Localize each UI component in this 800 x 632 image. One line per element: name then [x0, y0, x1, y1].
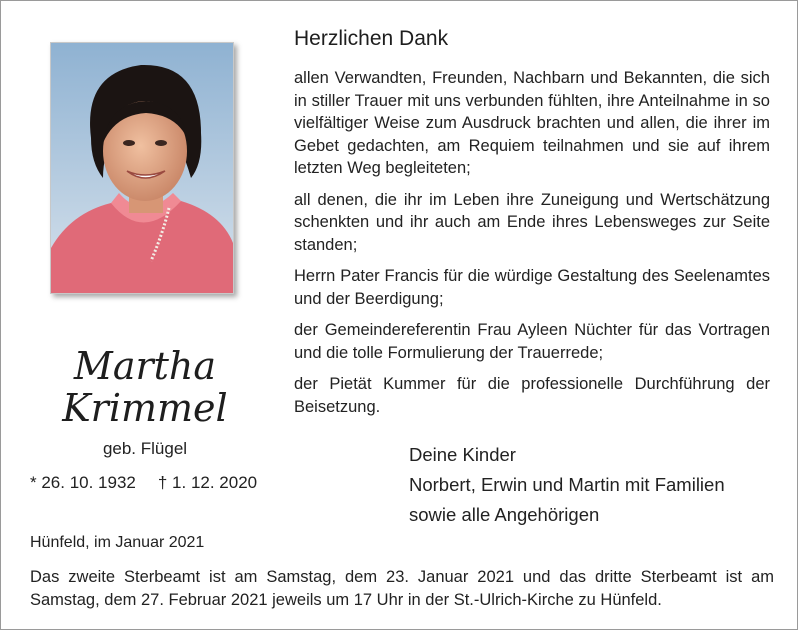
paragraph: allen Verwandten, Freunden, Nachbarn und Bekannten, die sich in stiller Trauer mit uns verbunden fühlten, ihre Anteilnahme in so vielfältiger Weise zum Ausdruck brachten und allen, die ihrer im Gebet gedachten, am Requiem teilnahmen und sie auf ihrem letzten Weg begleiteten; — [294, 69, 770, 177]
first-name: Martha — [73, 344, 217, 388]
signature-line: sowie alle Angehörigen — [409, 504, 600, 525]
born-name: geb. Flügel — [102, 439, 188, 458]
signature-line: Norbert, Erwin und Martin mit Familien — [409, 474, 725, 495]
paragraph: all denen, die ihr im Leben ihre Zuneigung und Wertschätzung schenkten und ihr auch am Ende ihres Lebensweges zur Seite standen; — [294, 190, 770, 254]
place-date: Hünfeld, im Januar 2021 — [30, 534, 205, 551]
portrait-photo — [50, 42, 234, 294]
thanks-heading: Herzlichen Dank — [294, 27, 449, 50]
death-date: † 1. 12. 2020 — [157, 473, 258, 492]
signature-line: Deine Kinder — [409, 444, 516, 465]
birth-date: * 26. 10. 1932 — [30, 473, 136, 492]
signature — [409, 440, 725, 530]
life-dates — [30, 473, 280, 493]
paragraph: Herrn Pater Francis für die würdige Gestaltung des Seelenamtes und der Beerdigung; — [294, 267, 770, 308]
last-name: Krimmel — [62, 386, 228, 430]
service-notice: Das zweite Sterbeamt ist am Samstag, dem 23. Januar 2021 und das dritte Sterbeamt ist am Samstag, dem 27. Februar 2021 jeweils um 17 Uhr in der St.-Ulrich-Kirche zu Hünfeld. — [30, 568, 774, 609]
thanks-text — [294, 67, 770, 427]
deceased-name — [45, 345, 245, 429]
paragraph: der Gemeindereferentin Frau Ayleen Nüchter für das Vortragen und die tolle Formulierung der Trauerrede; — [294, 321, 770, 362]
paragraph: der Pietät Kummer für die professionelle Durchführung der Beisetzung. — [294, 375, 770, 416]
